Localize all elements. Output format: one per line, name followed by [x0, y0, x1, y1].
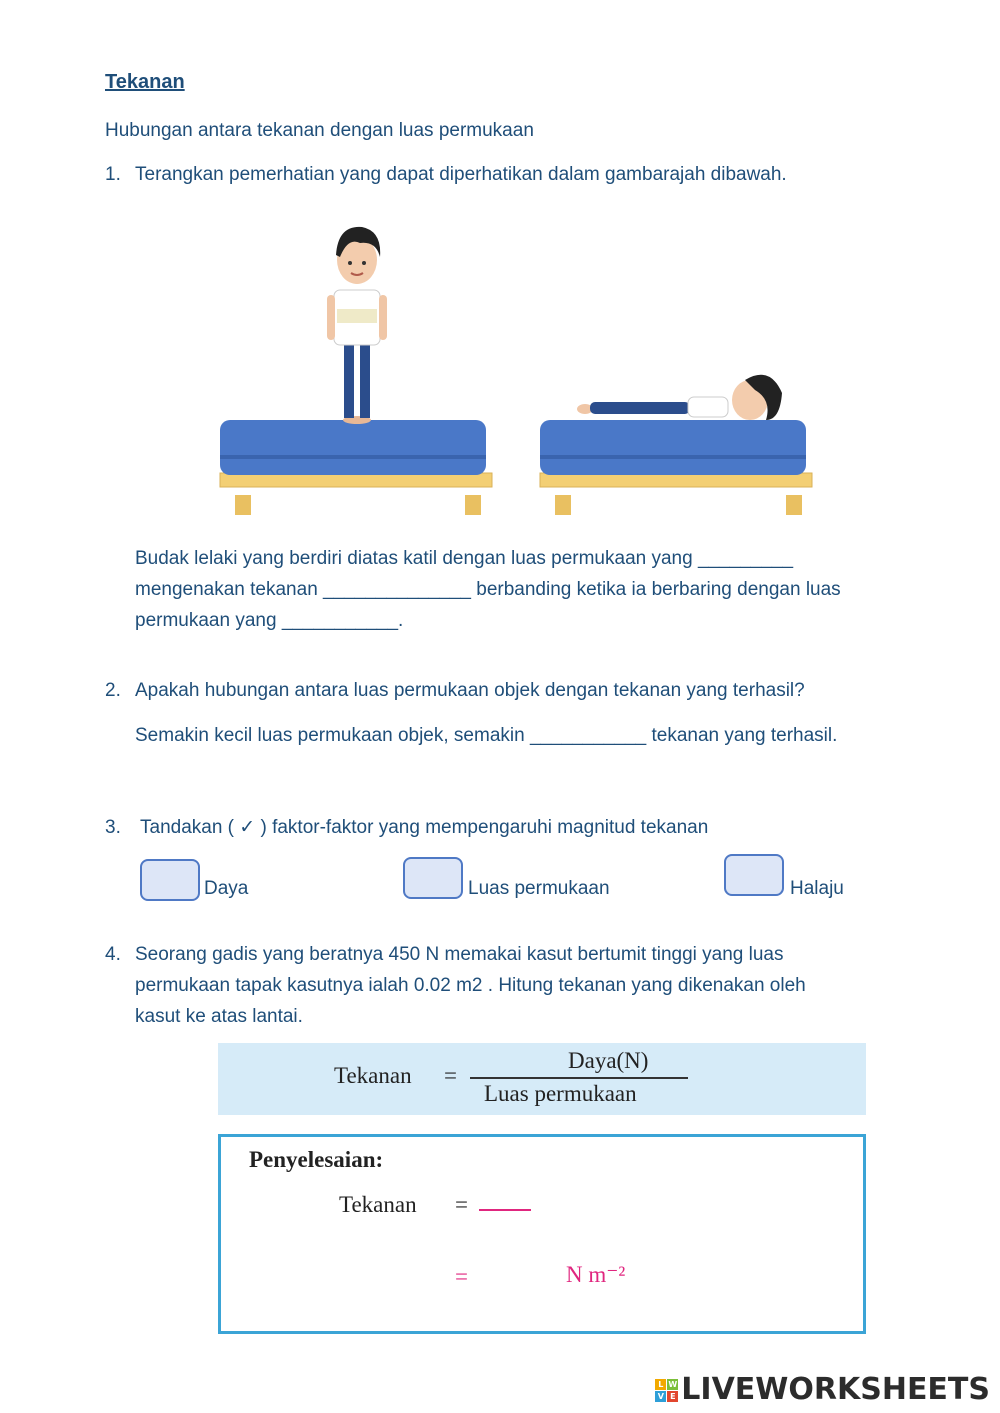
- q1-answer-line1: Budak lelaki yang berdiri diatas katil dengan luas permukaan yang _________: [135, 548, 794, 569]
- solution-heading: Penyelesaian:: [249, 1147, 384, 1172]
- q1-question: Terangkan pemerhatian yang dapat diperhatikan dalam gambarajah dibawah.: [135, 164, 787, 185]
- formula-lhs: Tekanan: [334, 1063, 412, 1088]
- option-halaju: Halaju: [790, 878, 844, 899]
- option-daya: Daya: [204, 878, 249, 899]
- q1-answer-line3: permukaan yang ___________.: [135, 610, 404, 631]
- q2-number: 2.: [105, 680, 121, 701]
- solution-unit: N m⁻²: [566, 1262, 626, 1287]
- formula-numerator: Daya(N): [568, 1048, 649, 1073]
- q1-answer-line2: mengenakan tekanan ______________ berbanding ketika ia berbaring dengan luas: [135, 579, 841, 600]
- bed-right: [540, 420, 812, 515]
- q2-question: Apakah hubungan antara luas permukaan objek dengan tekanan yang terhasil?: [135, 680, 805, 701]
- solution-lhs: Tekanan: [339, 1192, 417, 1217]
- bed-illustration: [210, 215, 820, 520]
- q4-number: 4.: [105, 944, 121, 965]
- checkbox-halaju[interactable]: [724, 854, 784, 896]
- solution-eq2: =: [455, 1264, 468, 1289]
- q3-number: 3.: [105, 817, 121, 838]
- q4-line2: permukaan tapak kasutnya ialah 0.02 m2 . Hitung tekanan yang dikenakan oleh: [135, 975, 806, 996]
- q1-number: 1.: [105, 164, 121, 185]
- subtitle: Hubungan antara tekanan dengan luas permukaan: [105, 120, 534, 141]
- checkbox-luas-permukaan[interactable]: [403, 857, 463, 899]
- bed-left: [220, 420, 492, 515]
- formula-eq: =: [444, 1063, 457, 1088]
- checkbox-daya[interactable]: [140, 859, 200, 901]
- brand-name: LIVEWORKSHEETS: [681, 1372, 990, 1407]
- solution-box: [218, 1134, 866, 1334]
- q4-line3: kasut ke atas lantai.: [135, 1006, 303, 1027]
- q2-answer: Semakin kecil luas permukaan objek, semakin ___________ tekanan yang terhasil.: [135, 725, 838, 746]
- solution-eq: =: [455, 1192, 468, 1217]
- liveworksheets-logo-icon: L W V E: [655, 1379, 678, 1402]
- formula-denominator: Luas permukaan: [484, 1081, 637, 1106]
- page-title: Tekanan: [105, 71, 185, 93]
- standing-boy: [327, 227, 387, 424]
- fraction-bar: [470, 1077, 688, 1079]
- answer-fraction-line[interactable]: [479, 1209, 531, 1211]
- q4-line1: Seorang gadis yang beratnya 450 N memakai kasut bertumit tinggi yang luas: [135, 944, 784, 965]
- formula-box: [218, 1043, 866, 1115]
- option-luas-permukaan: Luas permukaan: [468, 878, 610, 899]
- lying-boy: [577, 375, 782, 420]
- q3-question: Tandakan ( ✓ ) faktor-faktor yang mempengaruhi magnitud tekanan: [140, 817, 709, 838]
- liveworksheets-logo: [655, 1372, 990, 1407]
